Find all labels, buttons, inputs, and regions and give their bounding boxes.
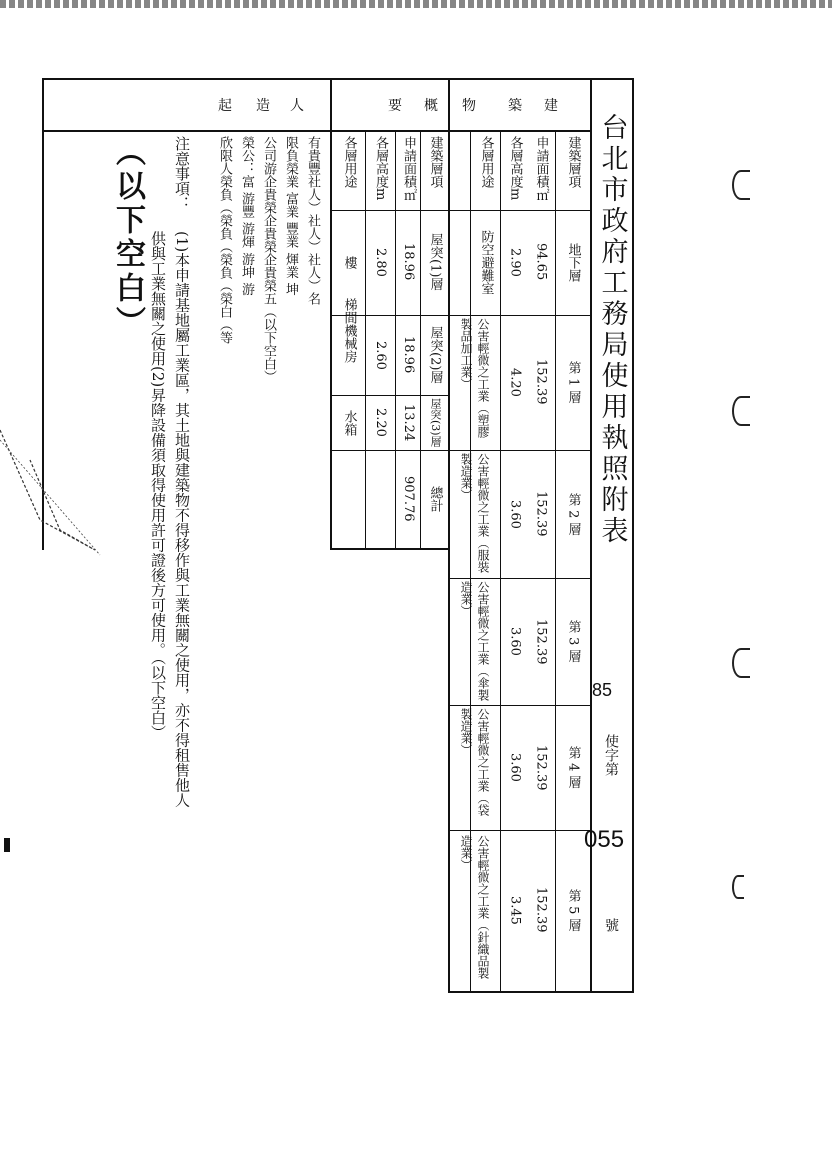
floor-area-1: 152.39 <box>533 359 549 405</box>
floor-height-1: 4.20 <box>507 367 523 397</box>
binder-hole-mark <box>732 396 750 426</box>
notes-item-1b: 供與工業無關之使用(2)昇降設備須取得使用許可證後方可使用。（以下空白） <box>149 231 167 740</box>
owner-line-4: 榮公：富 游豐 游煇 游坤 游 <box>239 136 254 296</box>
roof-use-3: 水箱 <box>341 409 357 436</box>
owner-line-5: 欣限人榮負（榮負（榮負（榮白（等 <box>217 136 232 344</box>
roof-area-1: 18.96 <box>401 243 416 281</box>
floor-name-4: 第 4 層 <box>565 746 581 789</box>
floor-use-4: 公害輕微之工業（袋製造業） <box>459 708 490 816</box>
roof-height-1: 2.80 <box>373 247 388 277</box>
roof-row-label-height: 各層高度m <box>373 136 388 201</box>
floor-height-3: 3.60 <box>507 627 523 656</box>
owners-block <box>196 136 326 536</box>
floor-use-5: 公害輕微之工業（針織品製造業） <box>459 835 490 979</box>
header-char-person: 人 <box>290 98 304 114</box>
floor-use-2: 公害輕微之工業（服裝製造業） <box>459 453 490 573</box>
row-label-floor: 建築層項 <box>565 136 581 188</box>
roof-floor-3: 屋突(3)層 <box>429 398 442 447</box>
header-char-summary: 概 <box>424 98 438 114</box>
floor-area-4: 152.39 <box>533 744 549 791</box>
binder-hole-mark <box>732 170 750 200</box>
roof-area-3: 13.24 <box>401 403 416 442</box>
header-char-goods: 物 <box>462 98 476 114</box>
floor-name-2: 第 2 層 <box>565 492 581 536</box>
roof-total-area: 907.76 <box>401 476 416 522</box>
roof-use-1: 樓 <box>341 255 357 269</box>
roof-height-3: 2.20 <box>373 408 388 437</box>
roof-row-label-floor: 建築層項 <box>427 136 443 188</box>
top-scan-edge <box>0 0 832 8</box>
floor-use-basement: 防空避難室 <box>478 229 494 295</box>
floor-area-2: 152.39 <box>533 491 549 537</box>
header-char-starting: 起 <box>218 98 232 114</box>
binder-hole-mark <box>732 648 750 678</box>
floor-area-basement: 94.65 <box>533 243 549 281</box>
floor-name-3: 第 3 層 <box>565 620 581 663</box>
permit-prefix: 使字第 <box>603 734 619 776</box>
binder-hole-mark <box>732 875 744 899</box>
floor-name-basement: 地下層 <box>565 242 581 282</box>
floor-name-1: 第 1 層 <box>565 360 581 404</box>
floor-use-3: 公害輕微之工業（傘製造業） <box>459 581 490 701</box>
roof-height-2: 2.60 <box>373 340 388 370</box>
floor-height-4: 3.60 <box>507 753 523 782</box>
header-char-essentials: 要 <box>388 98 402 114</box>
notes-item-1: (1)本申請基地屬工業區，其土地與建築物不得移作與工業無關之使用，亦不得租售他人 <box>173 231 191 808</box>
header-char-building: 建 <box>544 98 558 114</box>
row-label-area: 申請面積㎡ <box>533 136 549 201</box>
permit-suffix: 號 <box>603 918 619 932</box>
roof-total-label: 總計 <box>427 486 443 512</box>
roof-floor-2: 屋突(2)層 <box>427 326 443 384</box>
row-label-height: 各層高度m <box>507 136 523 201</box>
handwritten-blank-mark: （以下空白） <box>110 136 145 340</box>
notes-heading: 注意事項： <box>173 136 191 211</box>
owner-line-3: 公司游企貴榮企貴榮企貴榮五（以下空白） <box>261 136 276 383</box>
floor-height-basement: 2.90 <box>507 247 523 277</box>
left-margin-mark <box>4 838 10 852</box>
floor-use-1: 公害輕微之工業（塑膠製品加工業） <box>459 318 490 438</box>
floor-area-5: 152.39 <box>533 887 549 933</box>
floor-area-3: 152.39 <box>533 618 549 665</box>
floor-name-5: 第 5 層 <box>565 888 581 932</box>
permit-year: 85 <box>592 680 613 700</box>
owner-line-1: 有貴豐社人）社人）社人）名 <box>305 136 320 305</box>
roof-area-2: 18.96 <box>401 336 416 374</box>
permit-number: 055 <box>584 826 625 853</box>
header-char-making: 造 <box>256 98 270 114</box>
roof-floor-1: 屋突(1)層 <box>427 233 443 291</box>
roof-row-label-area: 申請面積㎡ <box>401 136 416 201</box>
header-char-objects: 築 <box>508 98 522 114</box>
floor-height-2: 3.60 <box>507 499 523 529</box>
folded-corner-artifact <box>0 400 110 570</box>
roof-use-2: 梯間機械房 <box>341 297 357 363</box>
floor-height-5: 3.45 <box>507 895 523 925</box>
row-label-use: 各層用途 <box>478 136 494 188</box>
owner-line-2: 限負榮業 富業 豐業 煇業 坤 <box>283 136 298 296</box>
roof-row-label-use: 各層用途 <box>341 136 357 188</box>
document-title: 台北市政府工務局使用執照附表 <box>596 113 628 547</box>
